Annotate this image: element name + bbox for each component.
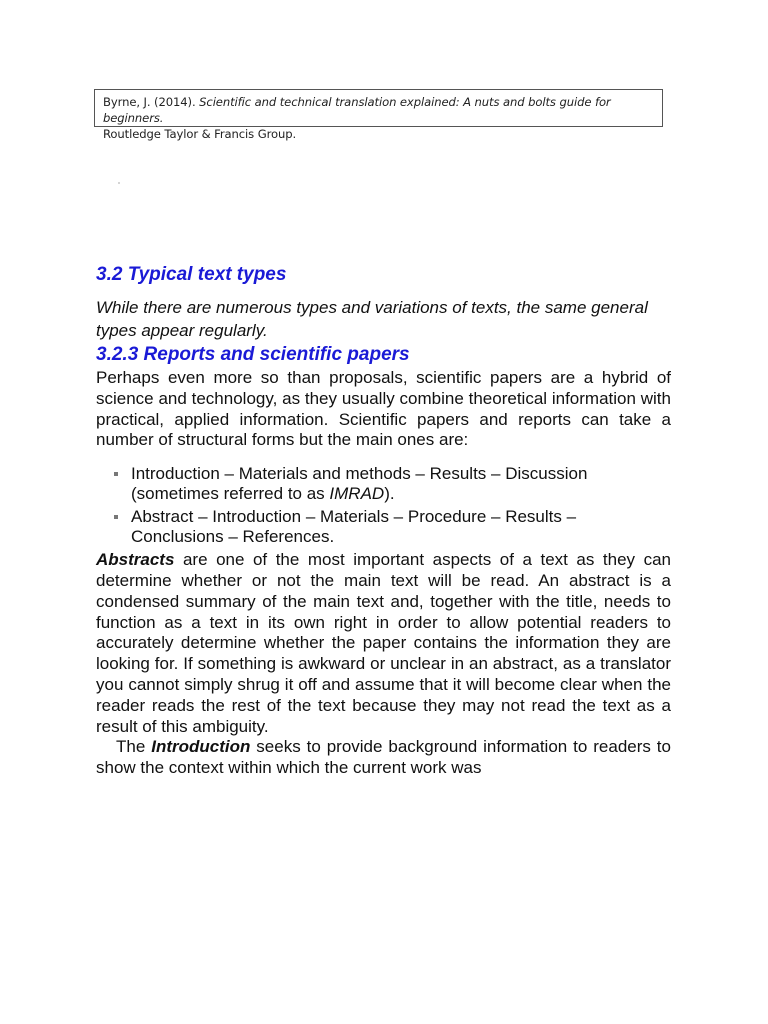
introduction-text: seeks to provide background information to readers to show the context within which the current work was — [96, 737, 671, 778]
citation-box — [94, 89, 663, 141]
structure-list — [96, 464, 671, 547]
citation-publisher: Routledge Taylor & Francis Group. — [103, 127, 297, 141]
intro-prefix: The — [116, 737, 152, 757]
list-item-text: Abstract – Introduction – Materials – Procedure – Results – Conclusions – References. — [131, 507, 577, 547]
term-abstracts: Abstracts — [96, 550, 175, 570]
stray-dot — [118, 182, 120, 184]
citation-author-year: Byrne, J. (2014). — [103, 95, 200, 109]
abstracts-text: are one of the most important aspects of a text as they can determine whether or not the main text will be read. An abstract is a condensed summary of the main text and, together with the title, needs to function as a text in its own right in order to allow potential readers to accurately determine whether the paper contains the information they are looking for. If something is awkward or unclear in an abstract, as a translator you cannot simply shrug it off and assume that it will become clear when the reader reads the rest of the text because they may not read the text as a result of this ambiguity. — [96, 550, 671, 736]
paragraph-abstracts — [96, 550, 671, 737]
list-item-italic: IMRAD — [329, 484, 385, 504]
section-heading-3-2-3: 3.2.3 Reports and scientific papers — [96, 344, 410, 365]
bullet-icon — [114, 515, 118, 519]
list-item-text: Introduction – Materials and methods – Results – Discussion (sometimes referred to as — [131, 464, 588, 504]
list-item-text-end: ). — [384, 484, 395, 504]
section-intro-text: While there are numerous types and variations of texts, the same general types appear regularly. — [96, 298, 648, 340]
paragraph-introduction — [96, 737, 671, 779]
list-item — [114, 464, 671, 504]
list-item — [114, 507, 671, 547]
citation-title: Scientific and technical translation explained: A nuts and bolts guide for beginners. — [103, 95, 611, 125]
main-content — [96, 262, 671, 779]
bullet-icon — [114, 472, 118, 476]
paragraph-hybrid: Perhaps even more so than proposals, scientific papers are a hybrid of science and technology, as they usually combine theoretical information with practical, applied information. Scientific papers and reports can take a number of structural forms but the main ones are: — [96, 368, 671, 450]
term-introduction: Introduction — [151, 737, 251, 757]
section-heading-3-2: 3.2 Typical text types — [96, 264, 287, 285]
